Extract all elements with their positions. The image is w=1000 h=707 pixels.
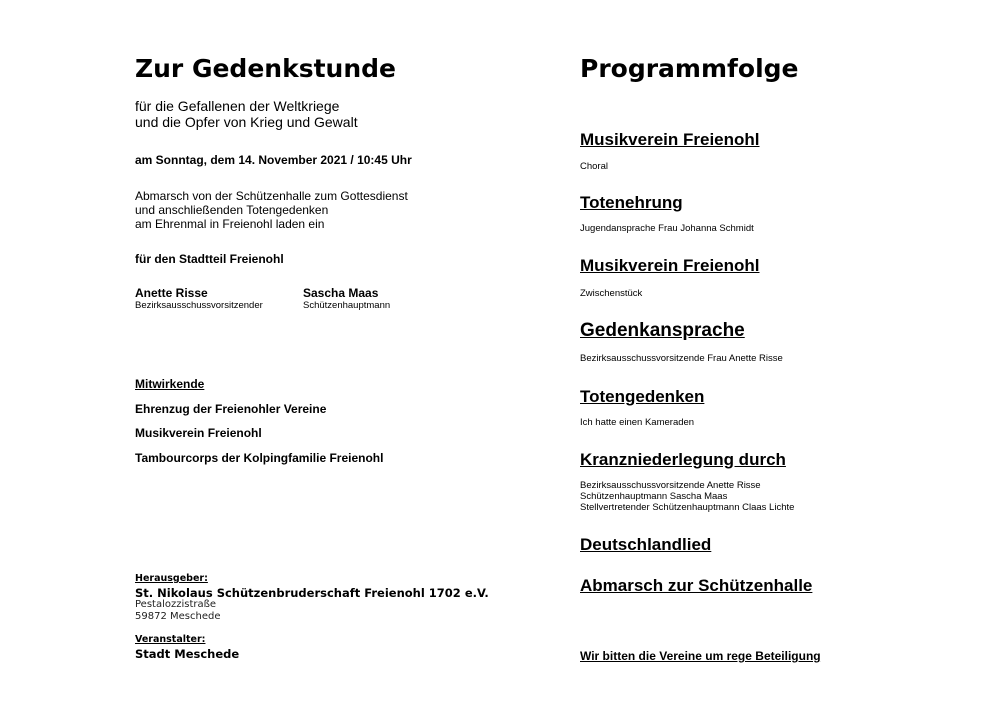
signatory-1 [135, 286, 263, 311]
program-item-heading: Abmarsch zur Schützenhalle [580, 576, 813, 595]
program-item-detail: Jugendansprache Frau Johanna Schmidt [580, 223, 754, 234]
program-item-detail: Bezirksausschussvorsitzende Frau Anette Risse [580, 353, 783, 364]
program-item-detail: Zwischenstück [580, 288, 643, 299]
intro-line-1: für die Gefallenen der Weltkriege [135, 98, 340, 114]
program-item-heading: Deutschlandlied [580, 535, 712, 554]
publisher-label: Herausgeber: [135, 573, 208, 584]
program-title: Programmfolge [580, 54, 799, 83]
intro-line-2: und die Opfer von Krieg und Gewalt [135, 114, 358, 130]
contributors-heading: Mitwirkende [135, 377, 205, 391]
program-item-heading: Kranzniederlegung durch [580, 450, 786, 469]
page-title: Zur Gedenkstunde [135, 54, 396, 83]
signatory-role: Bezirksausschussvorsitzender [135, 300, 263, 311]
organizer-label: Veranstalter: [135, 634, 206, 645]
invitation-line-3: am Ehrenmal in Freienohl laden ein [135, 217, 325, 231]
program-item-detail: Stellvertretender Schützenhauptmann Claas Lichte [580, 502, 795, 513]
publisher-city: 59872 Meschede [135, 611, 221, 622]
invitation-line-1: Abmarsch von der Schützenhalle zum Gottesdienst [135, 189, 408, 203]
program-item-detail: Bezirksausschussvorsitzende Anette Risse [580, 480, 761, 491]
organizer-name: Stadt Meschede [135, 647, 240, 661]
contributor-item: Tambourcorps der Kolpingfamilie Freienohl [135, 451, 384, 465]
program-item-heading: Totenehrung [580, 193, 683, 212]
contributor-item: Musikverein Freienohl [135, 426, 262, 440]
contributor-item: Ehrenzug der Freienohler Vereine [135, 402, 327, 416]
program-item-detail: Ich hatte einen Kameraden [580, 417, 695, 428]
program-item-detail: Schützenhauptmann Sascha Maas [580, 491, 728, 502]
event-date: am Sonntag, dem 14. November 2021 / 10:45 Uhr [135, 153, 412, 167]
district-line: für den Stadtteil Freienohl [135, 252, 284, 266]
invitation-line-2: und anschließenden Totengedenken [135, 203, 329, 217]
program-item-heading: Musikverein Freienohl [580, 256, 760, 275]
closing-note: Wir bitten die Vereine um rege Beteiligung [580, 649, 821, 663]
program-item-detail: Choral [580, 161, 608, 172]
signatory-2 [303, 286, 390, 311]
signatory-role: Schützenhauptmann [303, 300, 391, 311]
publisher-name: St. Nikolaus Schützenbruderschaft Freienohl 1702 e.V. [135, 586, 489, 600]
program-item-heading: Totengedenken [580, 387, 705, 406]
signatory-name: Sascha Maas [303, 286, 379, 300]
program-item-heading: Gedenkansprache [580, 320, 745, 341]
program-item-heading: Musikverein Freienohl [580, 130, 760, 149]
signatory-name: Anette Risse [135, 286, 208, 300]
publisher-street: Pestalozzistraße [135, 599, 217, 610]
